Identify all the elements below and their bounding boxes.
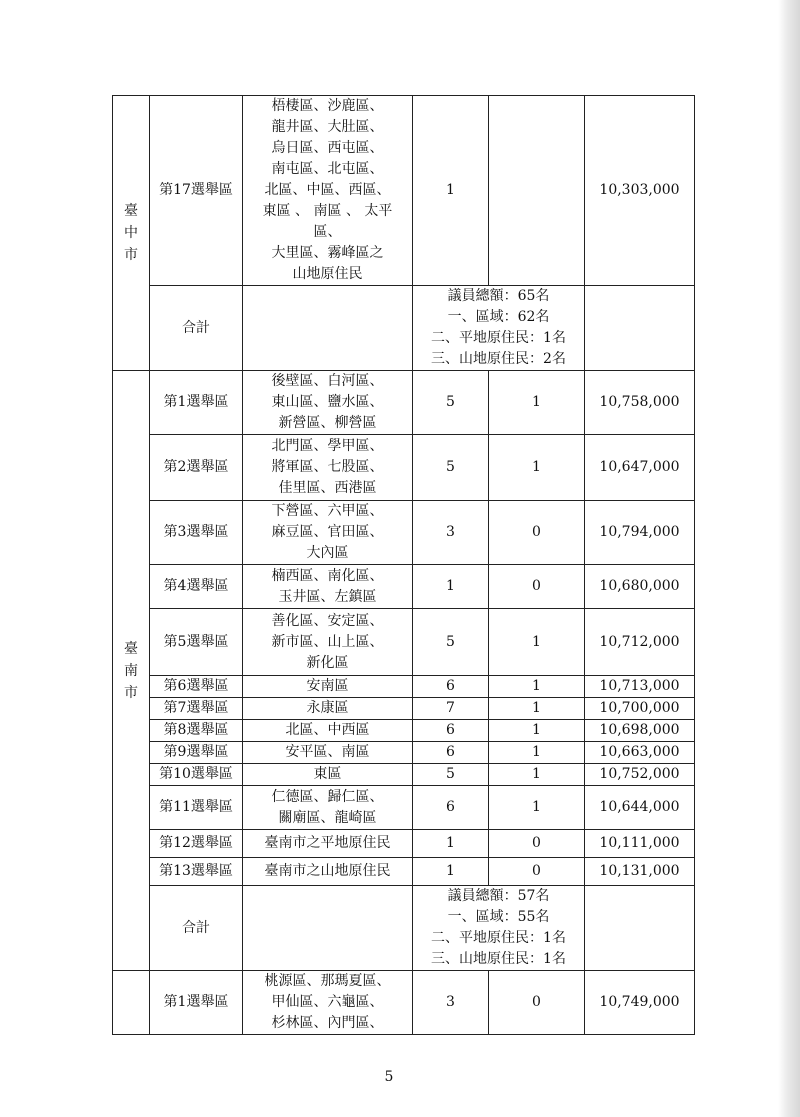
county-name: 臺中市	[124, 203, 138, 263]
area-line: 山地原住民	[292, 266, 363, 282]
seats-cell: 6	[413, 742, 489, 764]
area-line: 甲仙區、六龜區、	[271, 994, 384, 1010]
area-line: 新營區、柳營區	[278, 415, 377, 431]
area-line: 永康區	[306, 700, 349, 716]
total-label-cell: 合計	[150, 286, 243, 371]
budget-cell: 10,131,000	[585, 858, 695, 886]
women-seats-cell: 0	[489, 858, 585, 886]
seats-cell: 6	[413, 720, 489, 742]
area-line: 關廟區、龍崎區	[278, 809, 377, 826]
women-seats-cell: 0	[489, 565, 585, 609]
area-cell	[243, 764, 413, 786]
area-cell	[243, 742, 413, 764]
seats-cell: 1	[413, 96, 489, 286]
budget-cell: 10,698,000	[585, 720, 695, 742]
area-cell	[243, 858, 413, 886]
seats-cell: 1	[413, 830, 489, 858]
area-cell	[243, 786, 413, 830]
budget-cell: 10,749,000	[585, 971, 695, 1035]
budget-cell: 10,303,000	[585, 96, 695, 286]
table-row	[113, 698, 695, 720]
total-row	[113, 886, 695, 971]
budget-cell: 10,752,000	[585, 764, 695, 786]
area-line: 北區、中區、西區、	[264, 182, 391, 198]
total-row	[113, 286, 695, 371]
area-line: 東山區、鹽水區、	[271, 394, 384, 410]
seats-cell: 3	[413, 971, 489, 1035]
area-cell	[243, 676, 413, 698]
area-line: 北區、中西區	[285, 722, 370, 738]
district-cell: 第10選舉區	[150, 764, 243, 786]
women-seats-cell: 1	[489, 435, 585, 501]
table-row	[113, 96, 695, 286]
budget-cell: 10,758,000	[585, 371, 695, 435]
election-district-table	[112, 95, 695, 1035]
seats-cell: 6	[413, 676, 489, 698]
empty-cell	[243, 286, 413, 371]
district-cell: 第12選舉區	[150, 830, 243, 858]
table-row	[113, 786, 695, 830]
women-seats-cell: 1	[489, 720, 585, 742]
budget-cell: 10,794,000	[585, 501, 695, 565]
table-body	[113, 96, 695, 1035]
total-note-line: 議員總額：57名	[447, 888, 550, 904]
table-row	[113, 371, 695, 435]
area-line: 南屯區、北屯區、	[271, 161, 384, 177]
total-note-line: 一、區域：55名	[447, 909, 550, 925]
area-line: 梧棲區、沙鹿區、	[271, 98, 384, 114]
table-row	[113, 435, 695, 501]
area-line: 安平區、南區	[285, 744, 370, 760]
district-cell: 第1選舉區	[150, 371, 243, 435]
table-row	[113, 858, 695, 886]
women-seats-cell: 1	[489, 764, 585, 786]
table-row	[113, 501, 695, 565]
area-cell	[243, 609, 413, 676]
seats-cell: 7	[413, 698, 489, 720]
seats-cell: 6	[413, 786, 489, 830]
district-cell: 第17選舉區	[150, 96, 243, 286]
total-note-line: 二、平地原住民：1名	[431, 330, 566, 346]
area-line: 玉井區、左鎮區	[278, 588, 377, 605]
women-seats-cell: 0	[489, 830, 585, 858]
women-seats-cell: 1	[489, 676, 585, 698]
district-cell: 第8選舉區	[150, 720, 243, 742]
district-cell: 第5選舉區	[150, 609, 243, 676]
area-line: 大里區、霧峰區之	[271, 245, 384, 261]
area-line: 龍井區、大肚區、	[271, 119, 384, 135]
empty-cell	[243, 886, 413, 971]
county-cell	[113, 371, 150, 971]
area-line: 佳里區、西港區	[278, 480, 377, 496]
total-note-line: 三、山地原住民：2名	[431, 351, 566, 367]
table-row	[113, 764, 695, 786]
area-line: 善化區、安定區、	[271, 612, 384, 629]
area-line: 下營區、六甲區、	[271, 503, 384, 519]
page-number: 5	[384, 1069, 394, 1085]
district-cell: 第3選舉區	[150, 501, 243, 565]
county-name: 臺南市	[124, 640, 138, 701]
empty-cell	[585, 286, 695, 371]
area-cell	[243, 971, 413, 1035]
area-line: 楠西區、南化區、	[271, 567, 384, 584]
area-line: 臺南市之山地原住民	[264, 863, 391, 879]
district-cell: 第7選舉區	[150, 698, 243, 720]
area-line: 臺南市之平地原住民	[264, 835, 391, 851]
area-cell	[243, 96, 413, 286]
total-note-line: 議員總額：65名	[447, 288, 550, 304]
budget-cell: 10,647,000	[585, 435, 695, 501]
area-line: 將軍區、七股區、	[271, 459, 384, 475]
total-note-cell	[413, 886, 585, 971]
budget-cell: 10,700,000	[585, 698, 695, 720]
women-seats-cell: 1	[489, 742, 585, 764]
area-cell	[243, 435, 413, 501]
budget-cell: 10,663,000	[585, 742, 695, 764]
total-note-cell	[413, 286, 585, 371]
district-cell: 第1選舉區	[150, 971, 243, 1035]
budget-cell: 10,680,000	[585, 565, 695, 609]
area-cell	[243, 720, 413, 742]
budget-cell: 10,713,000	[585, 676, 695, 698]
area-line: 仁德區、歸仁區、	[271, 788, 384, 805]
area-cell	[243, 501, 413, 565]
seats-cell: 1	[413, 565, 489, 609]
seats-cell: 1	[413, 858, 489, 886]
area-cell	[243, 371, 413, 435]
table-row	[113, 609, 695, 676]
empty-cell	[585, 886, 695, 971]
district-cell: 第13選舉區	[150, 858, 243, 886]
women-seats-cell: 0	[489, 501, 585, 565]
table-row	[113, 971, 695, 1035]
area-line: 區、	[313, 224, 342, 240]
seats-cell: 3	[413, 501, 489, 565]
district-cell: 第4選舉區	[150, 565, 243, 609]
budget-cell: 10,712,000	[585, 609, 695, 676]
total-note-line: 三、山地原住民：1名	[431, 951, 566, 967]
area-line: 麻豆區、官田區、	[271, 524, 384, 540]
women-seats-cell	[489, 96, 585, 286]
women-seats-cell: 0	[489, 971, 585, 1035]
seats-cell: 5	[413, 371, 489, 435]
area-cell	[243, 830, 413, 858]
area-line: 新市區、山上區、	[271, 633, 384, 650]
district-cell: 第6選舉區	[150, 676, 243, 698]
women-seats-cell: 1	[489, 786, 585, 830]
page-edge-shadow	[778, 0, 800, 1117]
seats-cell: 5	[413, 609, 489, 676]
budget-cell: 10,111,000	[585, 830, 695, 858]
area-line: 東區	[313, 766, 342, 782]
seats-cell: 5	[413, 764, 489, 786]
district-cell: 第2選舉區	[150, 435, 243, 501]
district-cell: 第11選舉區	[150, 786, 243, 830]
women-seats-cell: 1	[489, 609, 585, 676]
area-line: 北門區、學甲區、	[271, 438, 384, 454]
table-row	[113, 742, 695, 764]
county-cell	[113, 96, 150, 371]
budget-cell: 10,644,000	[585, 786, 695, 830]
area-cell	[243, 698, 413, 720]
women-seats-cell: 1	[489, 698, 585, 720]
area-line: 新化區	[306, 654, 349, 671]
area-line: 後壁區、白河區、	[271, 373, 384, 389]
total-note-line: 二、平地原住民：1名	[431, 930, 566, 946]
area-line: 東區 、 南區 、 太平	[262, 203, 393, 219]
area-line: 桃源區、那瑪夏區、	[264, 973, 391, 989]
table-row	[113, 720, 695, 742]
table-row	[113, 830, 695, 858]
total-note-line: 一、區域：62名	[447, 309, 550, 325]
total-label-cell: 合計	[150, 886, 243, 971]
area-line: 大內區	[306, 545, 349, 561]
table-row	[113, 565, 695, 609]
area-line: 安南區	[306, 678, 349, 694]
women-seats-cell: 1	[489, 371, 585, 435]
district-cell: 第9選舉區	[150, 742, 243, 764]
county-cell	[113, 971, 150, 1035]
table-row	[113, 676, 695, 698]
seats-cell: 5	[413, 435, 489, 501]
area-line: 杉林區、內門區、	[271, 1015, 384, 1031]
area-cell	[243, 565, 413, 609]
area-line: 烏日區、西屯區、	[271, 140, 384, 156]
